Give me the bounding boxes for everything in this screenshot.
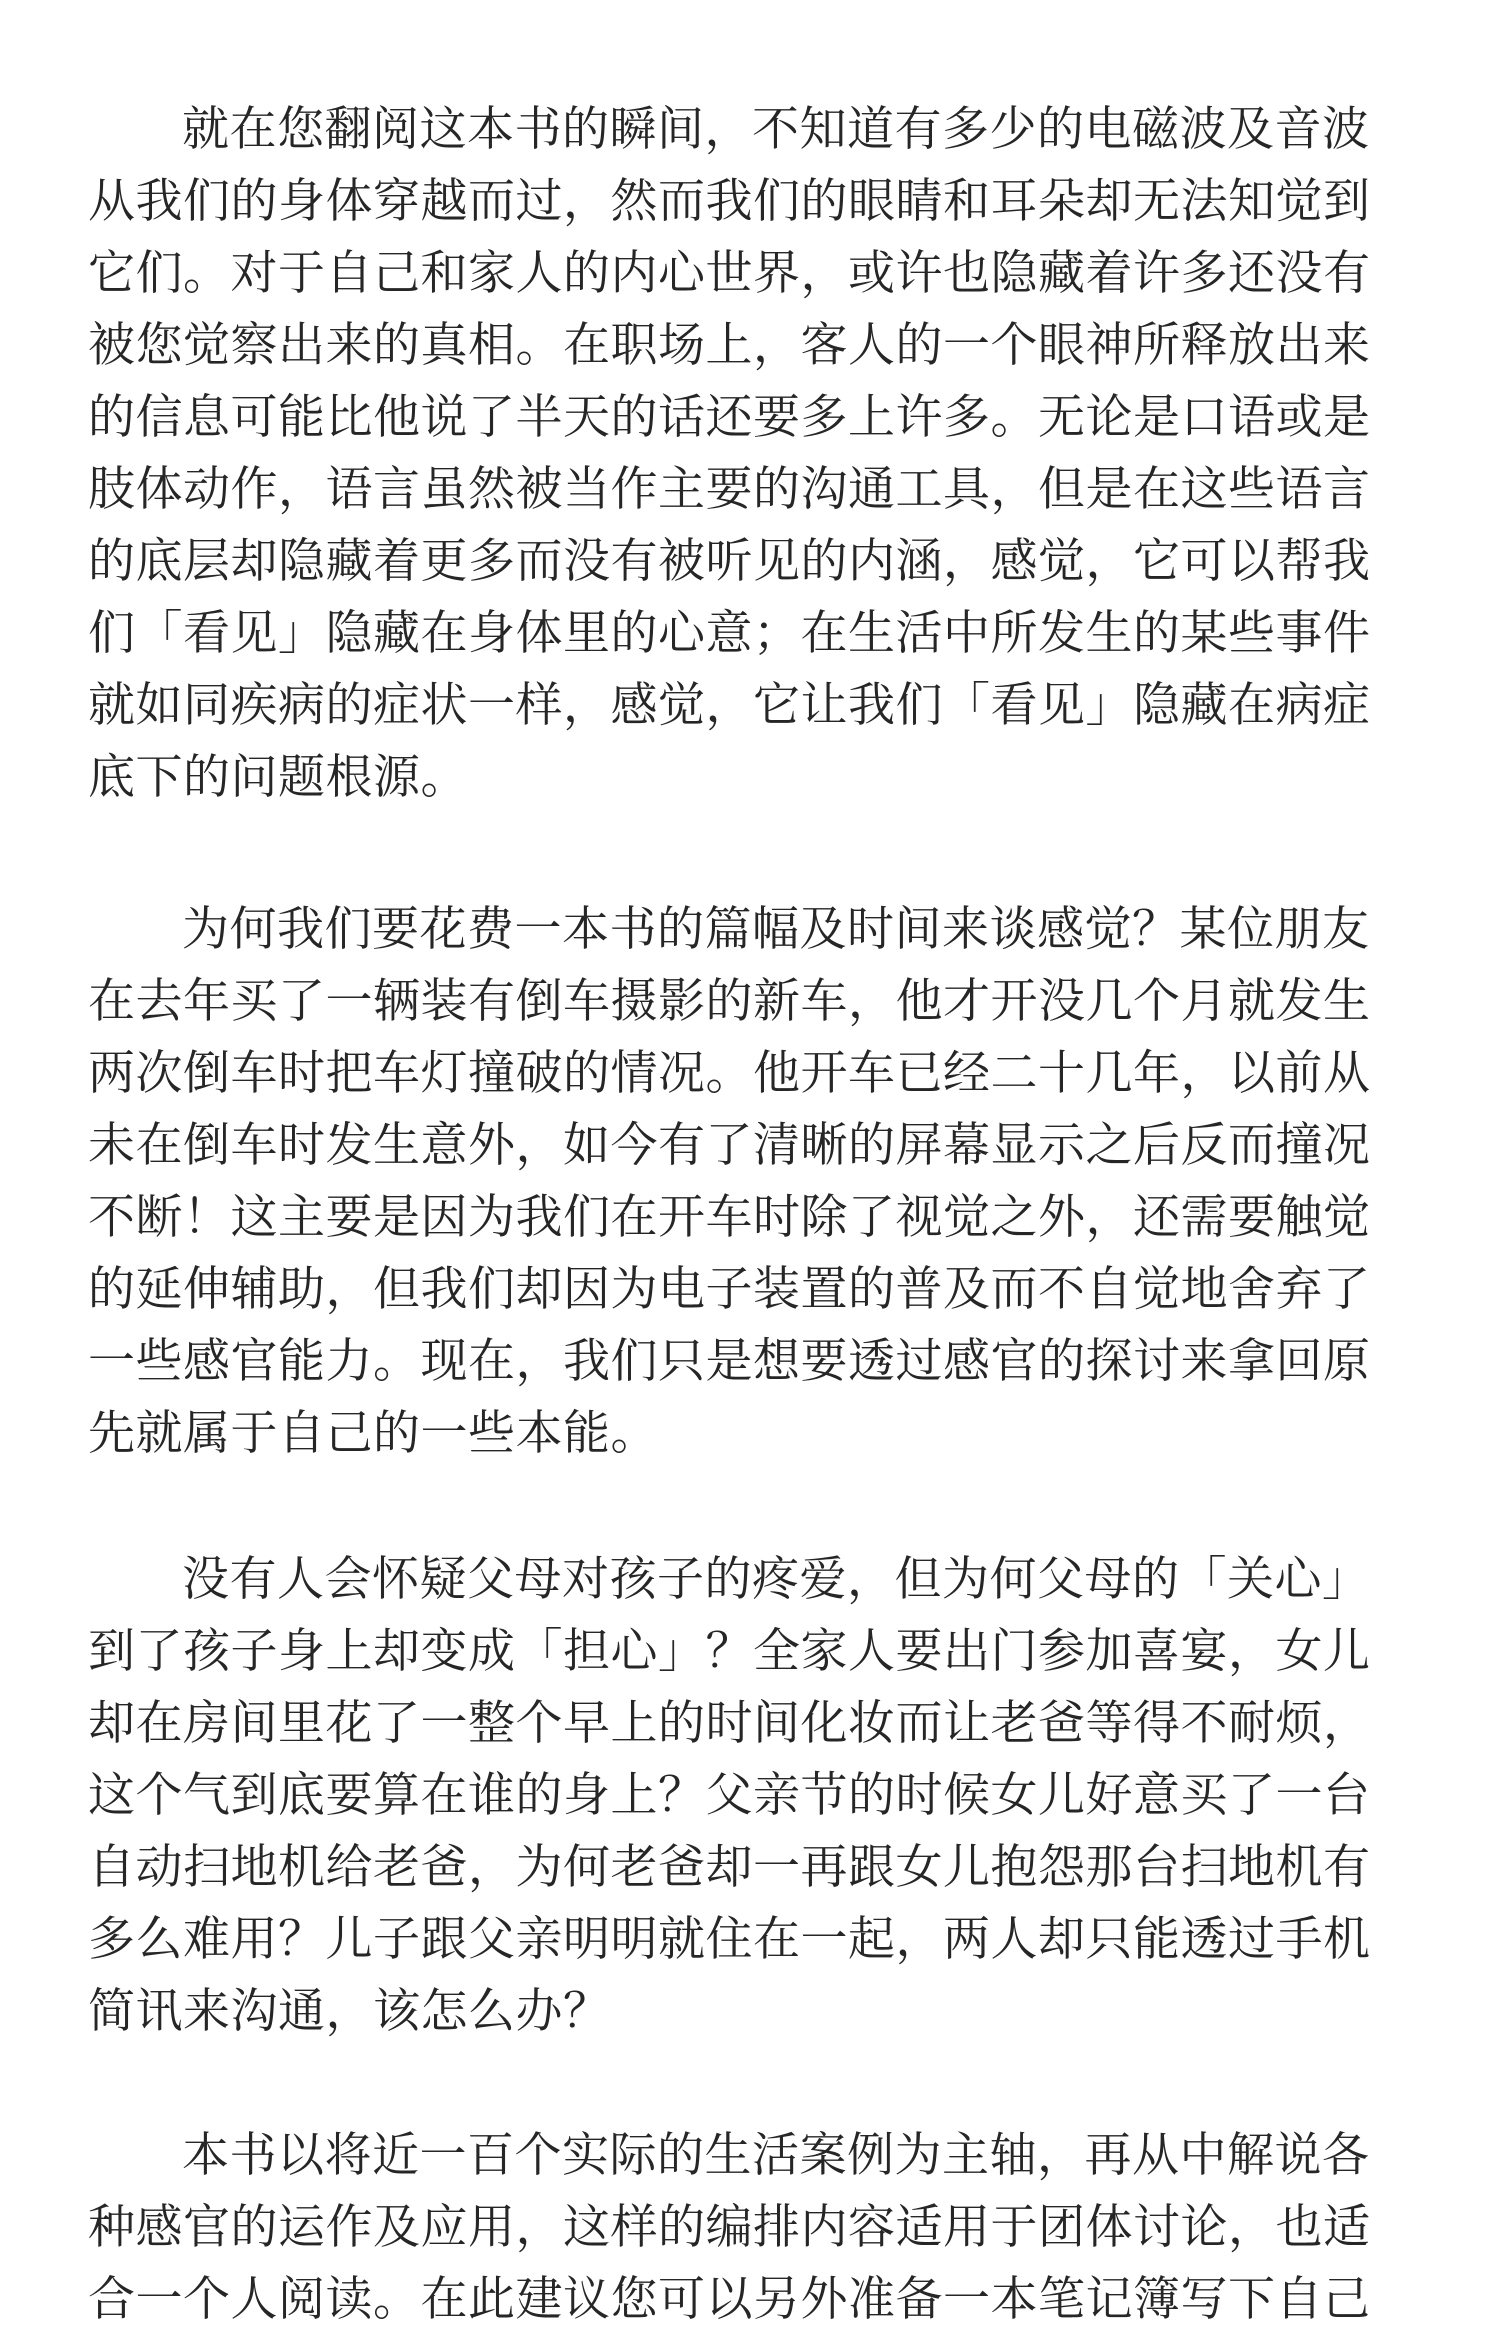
text-line: 到了孩子身上却变成「担心」？全家人要出门参加喜宴，女儿 [88, 1624, 1371, 1679]
text-line: 简讯来沟通，该怎么办？ [88, 1984, 611, 2039]
text-line: 未在倒车时发生意外，如今有了清晰的屏幕显示之后反而撞况 [88, 1118, 1371, 1173]
text-line: 们「看见」隐藏在身体里的心意；在生活中所发生的某些事件 [88, 606, 1371, 661]
text-line: 先就属于自己的一些本能。 [88, 1406, 658, 1461]
text-line: 为何我们要花费一本书的篇幅及时间来谈感觉？某位朋友 [182, 902, 1370, 957]
text-line: 的延伸辅助，但我们却因为电子装置的普及而不自觉地舍弃了 [88, 1262, 1371, 1317]
text-line: 种感官的运作及应用，这样的编排内容适用于团体讨论，也适 [88, 2200, 1371, 2255]
text-line: 这个气到底要算在谁的身上？父亲节的时候女儿好意买了一台 [88, 1768, 1371, 1823]
text-line: 本书以将近一百个实际的生活案例为主轴，再从中解说各 [182, 2128, 1370, 2183]
text-line: 就在您翻阅这本书的瞬间，不知道有多少的电磁波及音波 [182, 102, 1370, 157]
text-line: 的信息可能比他说了半天的话还要多上许多。无论是口语或是 [88, 390, 1371, 445]
paragraph-3 [88, 1544, 1388, 2048]
text-line: 合一个人阅读。在此建议您可以另外准备一本笔记簿写下自己 [88, 2272, 1371, 2327]
text-line: 多么难用？儿子跟父亲明明就住在一起，两人却只能透过手机 [88, 1912, 1371, 1967]
text-line: 肢体动作，语言虽然被当作主要的沟通工具，但是在这些语言 [88, 462, 1371, 517]
text-line: 在去年买了一辆装有倒车摄影的新车，他才开没几个月就发生 [88, 974, 1371, 1029]
text-line: 底下的问题根源。 [88, 750, 468, 805]
text-line: 被您觉察出来的真相。在职场上，客人的一个眼神所释放出来 [88, 318, 1371, 373]
paragraph-1 [88, 94, 1388, 814]
text-line: 一些感官能力。现在，我们只是想要透过感官的探讨来拿回原 [88, 1334, 1371, 1389]
text-line: 的底层却隐藏着更多而没有被听见的内涵，感觉，它可以帮我 [88, 534, 1371, 589]
text-line: 却在房间里花了一整个早上的时间化妆而让老爸等得不耐烦， [88, 1696, 1371, 1751]
text-line: 两次倒车时把车灯撞破的情况。他开车已经二十几年，以前从 [88, 1046, 1371, 1101]
text-line: 不断！这主要是因为我们在开车时除了视觉之外，还需要触觉 [88, 1190, 1371, 1245]
text-line: 自动扫地机给老爸，为何老爸却一再跟女儿抱怨那台扫地机有 [88, 1840, 1371, 1895]
text-line: 就如同疾病的症状一样，感觉，它让我们「看见」隐藏在病症 [88, 678, 1371, 733]
text-line: 没有人会怀疑父母对孩子的疼爱，但为何父母的「关心」 [182, 1552, 1370, 1607]
paragraph-4 [88, 2120, 1388, 2336]
text-line: 从我们的身体穿越而过，然而我们的眼睛和耳朵却无法知觉到 [88, 174, 1371, 229]
paragraph-2 [88, 894, 1388, 1470]
text-line: 它们。对于自己和家人的内心世界，或许也隐藏着许多还没有 [88, 246, 1371, 301]
